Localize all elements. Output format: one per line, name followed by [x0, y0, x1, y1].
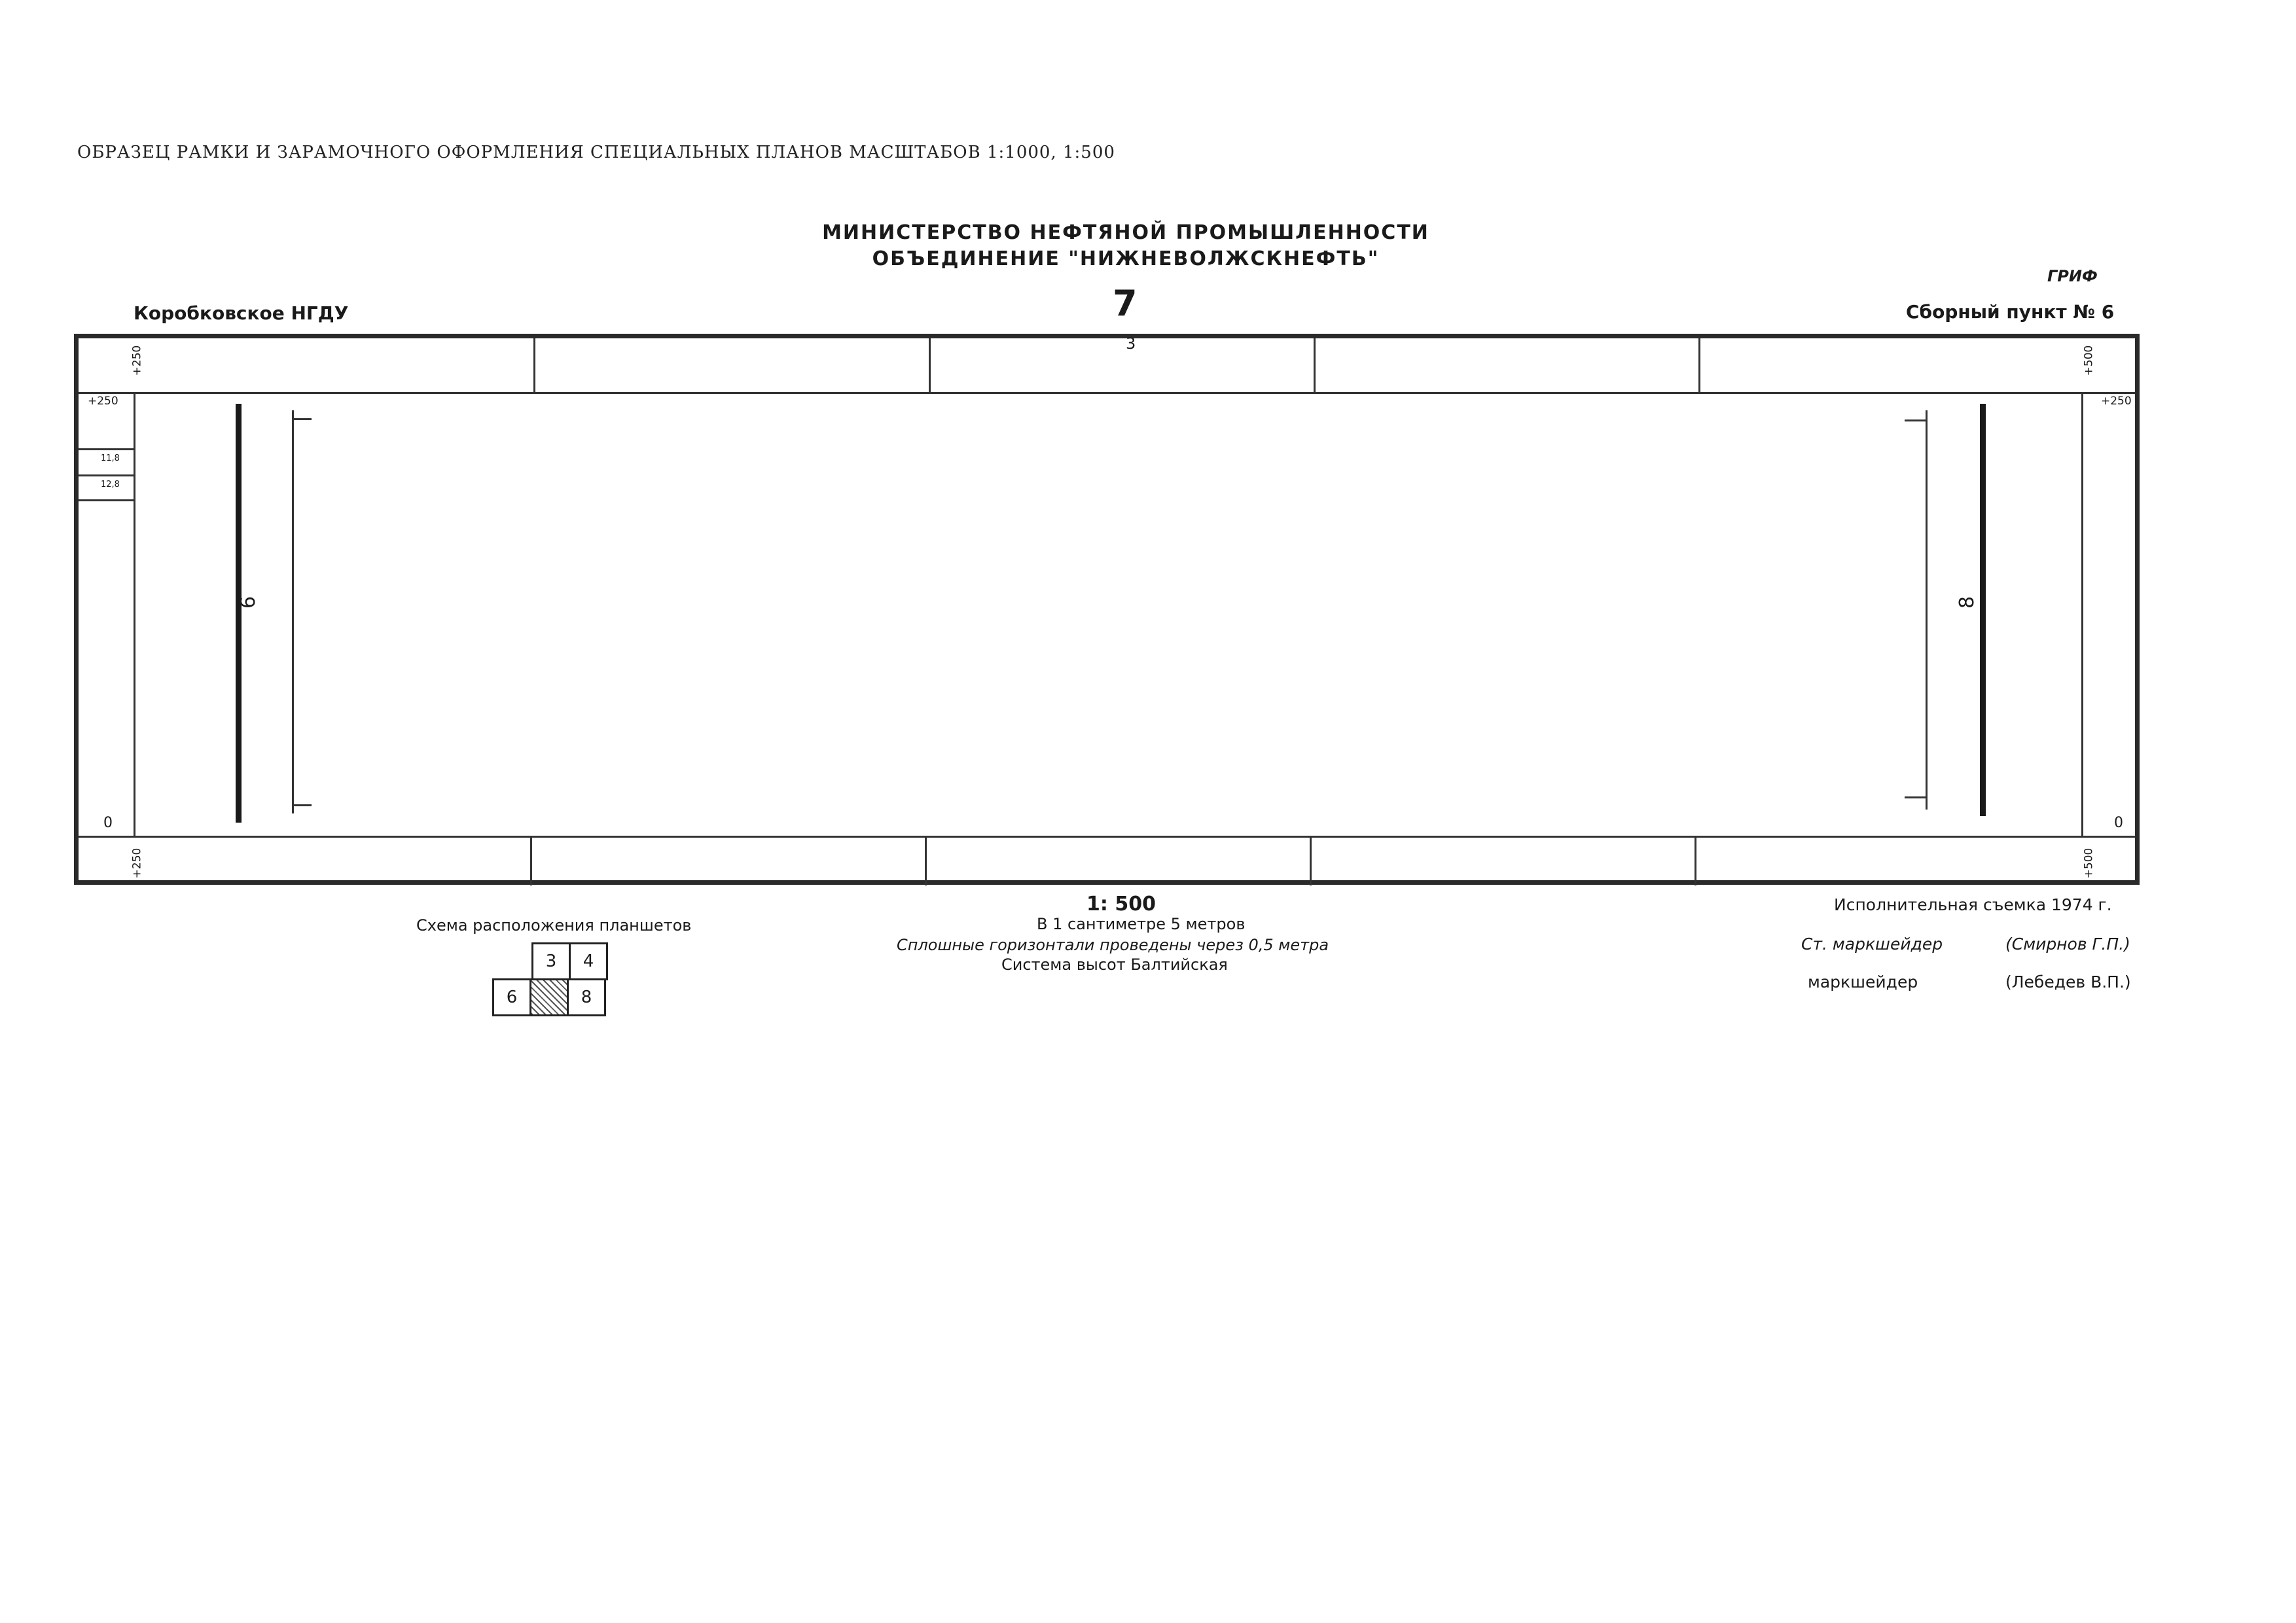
right-neighbor-bar	[1980, 404, 1986, 816]
scheme-cell-3: 3	[531, 942, 571, 980]
ministry-title: МИНИСТЕРСТВО НЕФТЯНОЙ ПРОМЫШЛЕННОСТИ	[822, 221, 1429, 244]
left-guide-cap	[292, 418, 312, 420]
surveyor-senior-role: Ст. маркшейдер	[1801, 935, 1943, 954]
right-side-zero: 0	[2114, 815, 2123, 831]
scheme-cell-4: 4	[569, 942, 608, 980]
right-neighbor-number: 8	[1956, 596, 1979, 609]
surveyor-name: (Лебедев В.П.)	[2005, 972, 2131, 991]
contour-interval-text: Сплошные горизонтали проведены через 0,5 метра	[897, 936, 1329, 954]
sheet-number: 7	[1113, 283, 1138, 324]
grif-label: ГРИФ	[2047, 267, 2098, 285]
right-guide-cap	[1905, 796, 1926, 798]
left-neighbor-bar	[236, 404, 242, 823]
left-band-line	[134, 392, 135, 837]
bottom-tick	[1695, 836, 1696, 885]
bottom-tick	[1310, 836, 1312, 885]
scale-ratio: 1: 500	[1086, 893, 1156, 916]
left-guide-cap	[292, 804, 312, 806]
site-label: Сборный пункт № 6	[1906, 301, 2115, 323]
top-tick	[929, 338, 931, 392]
coord-top-right: +500	[2082, 345, 2096, 376]
right-neighbor-guide	[1926, 410, 1928, 810]
top-tick	[1314, 338, 1316, 392]
left-band-box	[79, 499, 134, 501]
top-tick	[1698, 338, 1700, 392]
left-side-top-coord: +250	[88, 395, 118, 408]
coord-bottom-left: +250	[130, 847, 144, 879]
height-system-text: Система высот Балтийская	[1001, 955, 1228, 974]
bottom-band-line	[79, 836, 2135, 838]
top-center-mark: 3	[1126, 334, 1136, 353]
scheme-cell-current	[529, 978, 569, 1016]
bottom-tick	[925, 836, 927, 885]
right-guide-cap	[1905, 419, 1926, 421]
surveyor-senior-name: (Смирнов Г.П.)	[2005, 935, 2130, 954]
left-band-box	[79, 474, 134, 476]
bottom-tick	[530, 836, 532, 885]
top-band-line	[79, 392, 2135, 394]
left-side-zero: 0	[103, 815, 113, 831]
scale-cm-text: В 1 сантиметре 5 метров	[1037, 915, 1246, 933]
left-band-box	[79, 448, 134, 450]
map-frame	[74, 334, 2140, 885]
left-small-value-2: 12,8	[101, 480, 120, 490]
right-side-top-coord: +250	[2101, 395, 2132, 408]
left-neighbor-number: 6	[237, 596, 260, 609]
scheme-cell-8: 8	[567, 978, 606, 1016]
association-title: ОБЪЕДИНЕНИЕ "НИЖНЕВОЛЖСКНЕФТЬ"	[872, 247, 1380, 270]
scheme-label: Схема расположения планшетов	[416, 916, 692, 935]
coord-top-left: +250	[130, 345, 144, 376]
top-tick	[533, 338, 535, 392]
organization-label: Коробковское НГДУ	[134, 302, 349, 324]
left-small-value-1: 11,8	[101, 454, 120, 463]
survey-title: Исполнительная съемка 1974 г.	[1834, 895, 2112, 914]
scheme-cell-6: 6	[492, 978, 531, 1016]
document-heading: ОБРАЗЕЦ РАМКИ И ЗАРАМОЧНОГО ОФОРМЛЕНИЯ СПЕЦИАЛЬНЫХ ПЛАНОВ МАСШТАБОВ 1:1000, 1:500	[77, 143, 1115, 162]
right-band-line	[2081, 392, 2083, 837]
surveyor-role: маркшейдер	[1808, 972, 1918, 991]
left-neighbor-guide	[292, 410, 294, 813]
coord-bottom-right: +500	[2082, 847, 2096, 879]
